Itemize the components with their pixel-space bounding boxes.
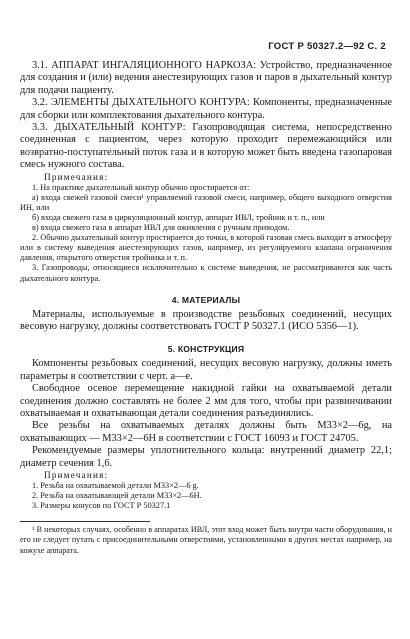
note-item: в) входа свежего газа в аппарат ИВЛ для оживления с ручным приводом. xyxy=(32,223,290,233)
note-item: а) входа свежей газовой смеси¹ управляемой газовой смеси, например, общего выходного отверстия ИН, или xyxy=(20,192,392,212)
note-item: 3. Размеры конусов по ГОСТ Р 50327.1 xyxy=(32,501,171,511)
definition-3-1: 3.1. АППАРАТ ИНГАЛЯЦИОННОГО НАРКОЗА: Устройство, предназначенное для создания и (или) ведения анестезирующих газов и паров в дыхательный контур для подачи пациенту. xyxy=(20,60,392,96)
note-item: 3. Газопроводы, относящиеся исключительно к системе выведения, не рассматриваются как часть дыхательного контура. xyxy=(20,263,392,283)
note-item: 1. Резьба на охватываемой детали М33×2—6 g. xyxy=(32,481,199,491)
materials-text: Материалы, используемые в производстве резьбовых соединений, несущих весовую нагрузку, должны соответствовать ГОСТ Р 50327.1 (ИСО 5356—1). xyxy=(20,308,392,332)
construction-paragraph: Все резьбы на охватываемых деталях должны быть М33×2—6g, на охватывающих — М33×2—6Н в соответствии с ГОСТ 16093 и ГОСТ 24705. xyxy=(20,420,392,444)
section-title-materials: 4. МАТЕРИАЛЫ xyxy=(171,294,241,305)
notes-title: Примечания: xyxy=(44,171,109,182)
construction-paragraph: Рекомендуемые размеры уплотнительного кольца: внутренний диаметр 22,1; диаметр сечения 1,6. xyxy=(20,445,392,469)
construction-paragraph: Свободное осевое перемещение накидной гайки на охватываемой детали соединения должно составлять не более 2 мм для того, чтобы при развинчивании охватываемая и охватывающая детали соединения разъединялись. xyxy=(20,383,392,420)
note-item: 1. На практике дыхательный контур обычно простирается от: xyxy=(32,182,250,192)
footnote: ¹ В некоторых случаях, особенно в аппаратах ИВЛ, этот вход может быть внутри части оборудования, и его не следует путать с присоединительными отверстиями, установленными в других местах например, на кожухе аппарата. xyxy=(20,525,392,555)
definition-3-2: 3.2. ЭЛЕМЕНТЫ ДЫХАТЕЛЬНОГО КОНТУРА: Компоненты, предназначенные для сборки или комплектования дыхательного контура. xyxy=(20,97,392,121)
page-content xyxy=(20,60,392,556)
notes-title: Примечания: xyxy=(44,470,109,481)
footnote-divider xyxy=(20,521,150,522)
page-header: ГОСТ Р 50327.2—92 С. 2 xyxy=(268,41,386,52)
construction-paragraph: Компоненты резьбовых соединений, несущих весовую нагрузку, должны иметь параметры в соответствии с черт. а—е. xyxy=(20,358,392,382)
note-item: 2. Обычно дыхательный контур простирается до точки, в которой газовая смесь выходит в атмосферу или в систему выведения анестезирующих газов, например, из регулируемого клапана ограничения давления, открытого отверстия тройника и т. п. xyxy=(20,233,392,263)
note-item: б) входа свежего газа в циркуляционный контур, аппарат ИВЛ, тройник и т. п., или xyxy=(32,212,325,222)
section-title-construction: 5. КОНСТРУКЦИЯ xyxy=(167,344,245,355)
note-item: 2. Резьба на охватывающей детали М33×2—6Н. xyxy=(32,491,202,501)
definition-3-3: 3.3. ДЫХАТЕЛЬНЫЙ КОНТУР: Газопроводящая система, непосредственно соединенная с пациентом, через которую проходит перемежающийся или возвратно-поступательный поток газа и в которую может быть введена газопаровая смесь нужного состава. xyxy=(20,122,392,171)
